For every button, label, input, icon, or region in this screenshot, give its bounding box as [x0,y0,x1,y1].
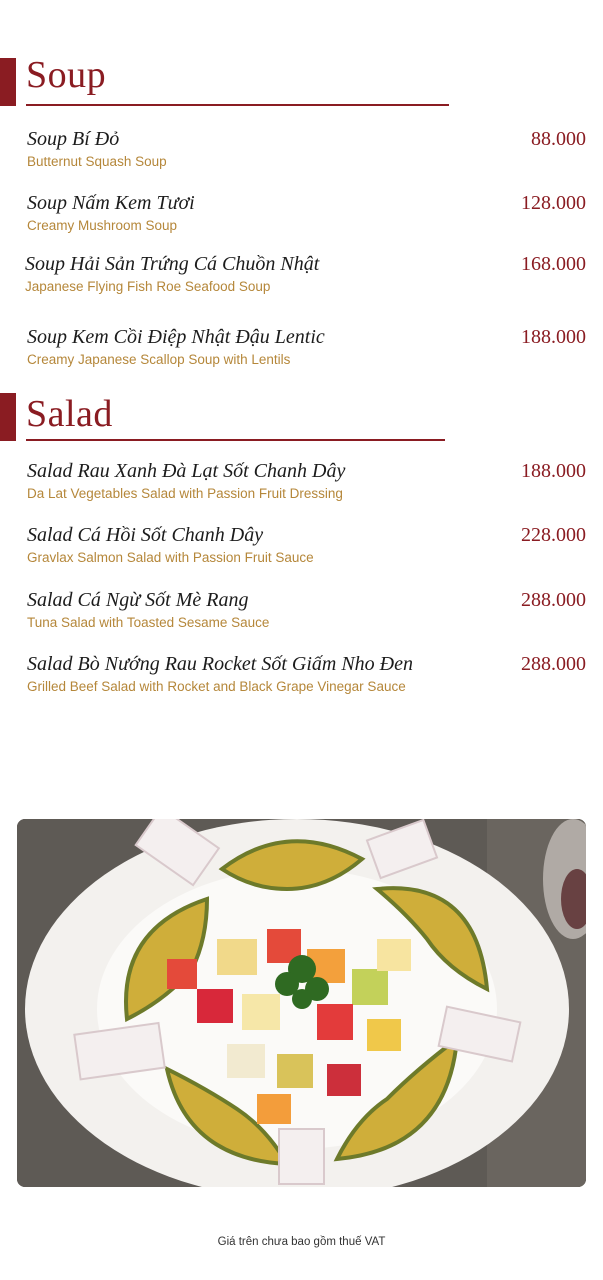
item-english-name: Tuna Salad with Toasted Sesame Sauce [27,615,270,630]
item-english-name: Butternut Squash Soup [27,154,167,169]
item-price: 228.000 [521,524,586,546]
section-marker [0,58,16,106]
item-english-name: Da Lat Vegetables Salad with Passion Fruit Dressing [27,486,343,501]
item-english-name: Creamy Japanese Scallop Soup with Lentils [27,352,291,367]
salad-plate-illustration [17,819,586,1187]
menu-item [0,653,603,709]
item-name: Soup Bí Đỏ [27,128,120,150]
item-price: 88.000 [531,128,586,150]
item-english-name: Creamy Mushroom Soup [27,218,178,233]
item-name: Salad Rau Xanh Đà Lạt Sốt Chanh Dây [27,460,346,482]
section-divider [26,104,449,106]
item-english-name: Grilled Beef Salad with Rocket and Black Grape Vinegar Sauce [27,679,406,694]
section-marker [0,393,16,441]
item-price: 288.000 [521,589,586,611]
menu-item [0,460,603,516]
item-price: 188.000 [521,326,586,348]
menu-item [0,589,603,645]
menu-item [0,326,603,382]
menu-item [0,192,603,248]
salad-photo [17,819,586,1187]
item-english-name: Gravlax Salmon Salad with Passion Fruit Sauce [27,550,314,565]
item-name: Soup Kem Cồi Điệp Nhật Đậu Lentic [27,326,325,348]
item-price: 188.000 [521,460,586,482]
item-price: 288.000 [521,653,586,675]
item-price: 168.000 [521,253,586,275]
item-name: Salad Cá Hồi Sốt Chanh Dây [27,524,264,546]
item-name: Salad Bò Nướng Rau Rocket Sốt Giấm Nho Đen [27,653,413,675]
vat-footnote: Giá trên chưa bao gồm thuế VAT [217,1236,386,1248]
item-name: Salad Cá Ngừ Sốt Mè Rang [27,589,249,611]
menu-item [0,128,603,184]
item-price: 128.000 [521,192,586,214]
item-english-name: Japanese Flying Fish Roe Seafood Soup [25,279,271,294]
menu-item [0,524,603,580]
section-divider [26,439,445,441]
menu-item [0,253,603,309]
item-name: Soup Hải Sản Trứng Cá Chuồn Nhật [25,253,320,275]
item-name: Soup Nấm Kem Tươi [27,192,195,214]
section-title: Soup [26,54,107,96]
section-title: Salad [26,393,113,435]
